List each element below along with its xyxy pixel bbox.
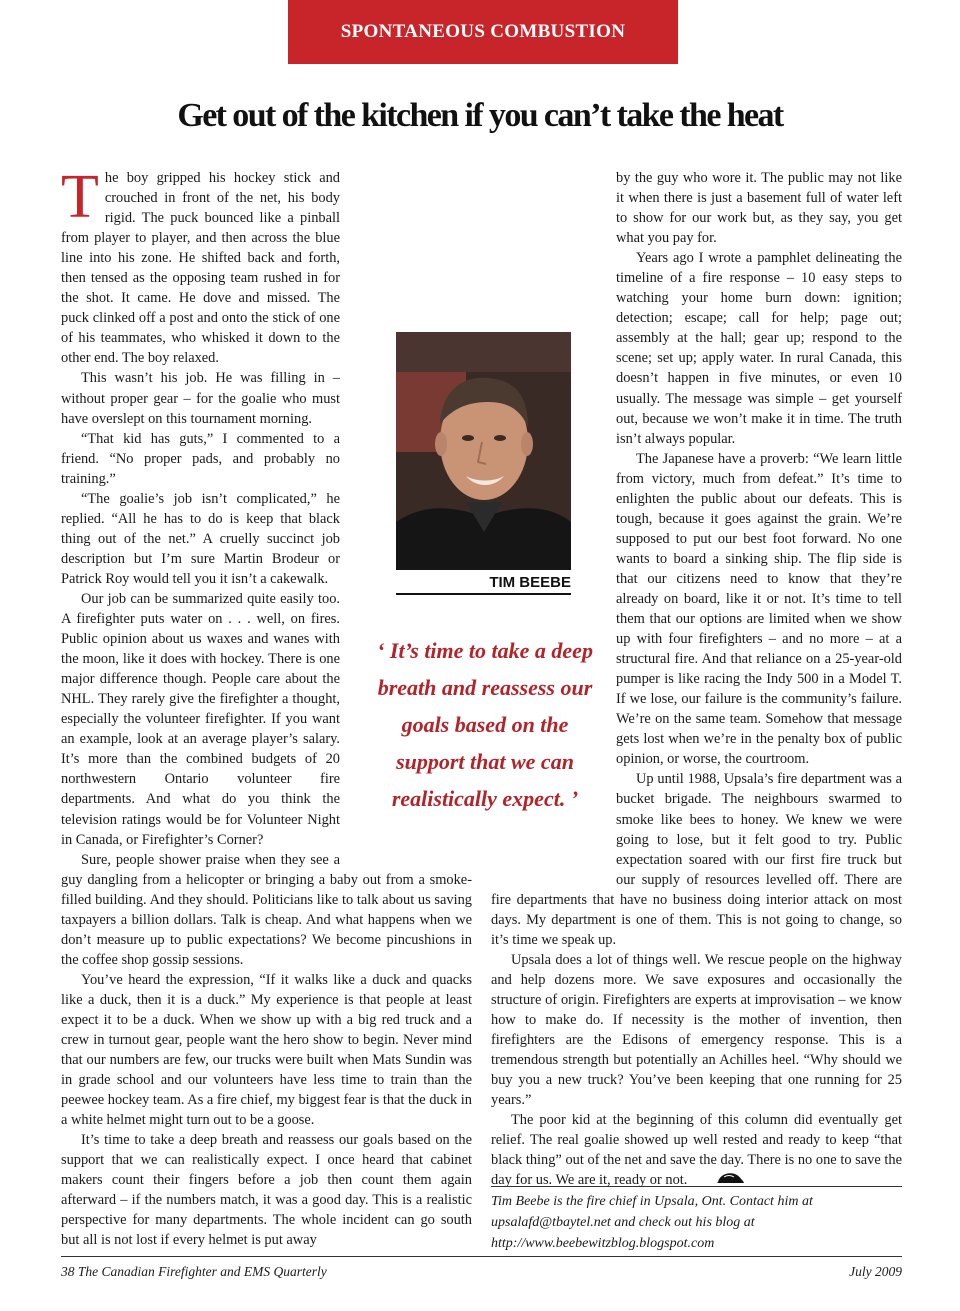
headline: Get out of the kitchen if you can’t take the heat [177, 97, 783, 134]
paragraph: Up until 1988, Upsala’s fire department was a bucket brigade. The neighbours swarmed to smoke like bees to honey. We knew we were going to lose, but it felt good to try. Public expectation soared with our first fire truck but our supply of resources levelled off. There are fire departments that have no business doing interior attack on most days. My department is one of them. This is not going to change, so it’s time we speak up. [491, 771, 902, 948]
paragraph: Sure, people shower praise when they see a guy dangling from a helicopter or bringing a baby out from a smoke-filled building. And they should. Politicians like to talk about us saving taxpayers a billion dollars. Talk is cheap. And what happens when we don’t measure up to public expectations? We become pincushions in the coffee shop gossip sessions. [61, 851, 472, 968]
drop-cap: T [61, 163, 99, 231]
section-banner: SPONTANEOUS COMBUSTION [288, 0, 678, 64]
paragraph: It’s time to take a deep breath and reassess our goals based on the support that we can realistically expect. I once heard that cabinet makers count their fingers before a job then count them again afterward – if the numbers match, it was a good day. This is a realistic perspective for many departments. The whole incident can go south but all is not lost if every helmet is put away [61, 1132, 472, 1249]
paragraph: The Japanese have a proverb: “We learn little from victory, much from defeat.” It’s time to enlighten the public about our defeats. This is tough, because it goes against the grain. We’re supposed to put our best foot forward. No one wants to board a sinking ship. The flip side is that our citizens need to know that they’re already on board, like it or not. It’s time to tell them that our options are limited when we show up with four firefighters – and no more – at a structural fire. And that reliance on a 25-year-old pumper is like racing the Indy 500 in a Model T. If we lose, our failure is the community’s failure. We’re on the same team. Somehow that message gets lost when we’re in the penalty box of public opinion, or worse, the courtroom. [616, 450, 902, 768]
paragraph: Upsala does a lot of things well. We rescue people on the highway and help dozens more. We save exposures and occasionally the structure of origin. Firefighters are experts at improvisation – we know how to make do. If necessity is the mother of invention, then firefighters are the Edisons of emergency response. This is a tremendous strength but potentially an Achilles heel. “Why should we buy you a new truck? You’ve been keeping that one running for 25 years.” [491, 951, 902, 1109]
footer-divider [61, 1256, 902, 1257]
footer-date: July 2009 [849, 1264, 902, 1279]
paragraph: You’ve heard the expression, “If it walks like a duck and quacks like a duck, then it is a duck.” My experience is that people at least expect it to be a duck. When we show up with a big red truck and a crew in turnout gear, people want the hero show to begin. Never mind that our numbers are few, our trucks were built when Mats Sundin was in grade school and our volunteers have less time to train than the peewee hockey team. As a fire chief, my biggest fear is that the duck in a white helmet might turn out to be a goose. [61, 971, 472, 1129]
paragraph: This wasn’t his job. He was filling in – without proper gear – for the goalie who must have overslept on this tournament morning. [61, 370, 340, 427]
paragraph: Our job can be summarized quite easily too. A firefighter puts water on . . . well, on fires. Public opinion about us waxes and wanes with the moon, like it does with hockey. There is one major difference though. People care about the NHL. They rarely give the firefighter a thought, especially the volunteer firefighter. If you want an example, look at an average player’s salary. It’s more than the combined budgets of 20 northwestern Ontario volunteer fire departments. And what do you think the television ratings would be for Volunteer Night in Canada, or Firefighter’s Corner? [61, 590, 340, 848]
footer-publication: 38 The Canadian Firefighter and EMS Quarterly [61, 1264, 327, 1279]
photo-caption: TIM BEEBE [396, 574, 571, 595]
paragraph: Years ago I wrote a pamphlet delineating the timeline of a fire response – 10 easy steps to watching your home burn down: ignition; detection; escape; call for help; page out; assembly at the hall; gear up; respond to the scene; set up; apply water. In rural Canada, this doesn’t happen in five minutes, or even 10 usually. The message was simple – get yourself out, because we won’t make it in time. The truth isn’t always popular. [616, 250, 902, 447]
paragraph: “The goalie’s job isn’t complicated,” he replied. “All he has to do is keep that black thing out of the net.” A cruelly succinct job description but I’m sure Martin Brodeur or Patrick Roy would tell you it isn’t a cakewalk. [61, 490, 340, 587]
pull-quote: ‘ It’s time to take a deep breath and reassess our goals based on the support that we can realistically expect. ’ [377, 638, 593, 811]
paragraph: The poor kid at the beginning of this column did eventually get relief. The real goalie showed up well rested and ready to keep “that black thing” out of the net and save the day. There is no one to save the day for us. We are it, ready or not. [491, 1110, 902, 1191]
portrait-photo [396, 332, 571, 570]
paragraph: by the guy who wore it. The public may not like it when there is just a basement full of water left to show for our work but, as they say, you get what you pay for. [616, 170, 902, 247]
paragraph: The boy gripped his hockey stick and crouched in front of the net, his body rigid. The puck bounced like a pinball from player to player, and then across the blue line into his zone. He shifted back and forth, then tensed as the opposing team rushed in for the shot. It came. He dove and missed. The puck clinked off a post and onto the stick of one of his teammates, who whisked it down to the other end. The boy relaxed. [61, 163, 340, 367]
author-bio: Tim Beebe is the fire chief in Upsala, Ont. Contact him at upsalafd@tbaytel.net and check out his blog at http://www.beebewitzblog.blogspot.com [491, 1186, 902, 1254]
paragraph: “That kid has guts,” I commented to a friend. “No proper pads, and probably no training.” [61, 430, 340, 487]
